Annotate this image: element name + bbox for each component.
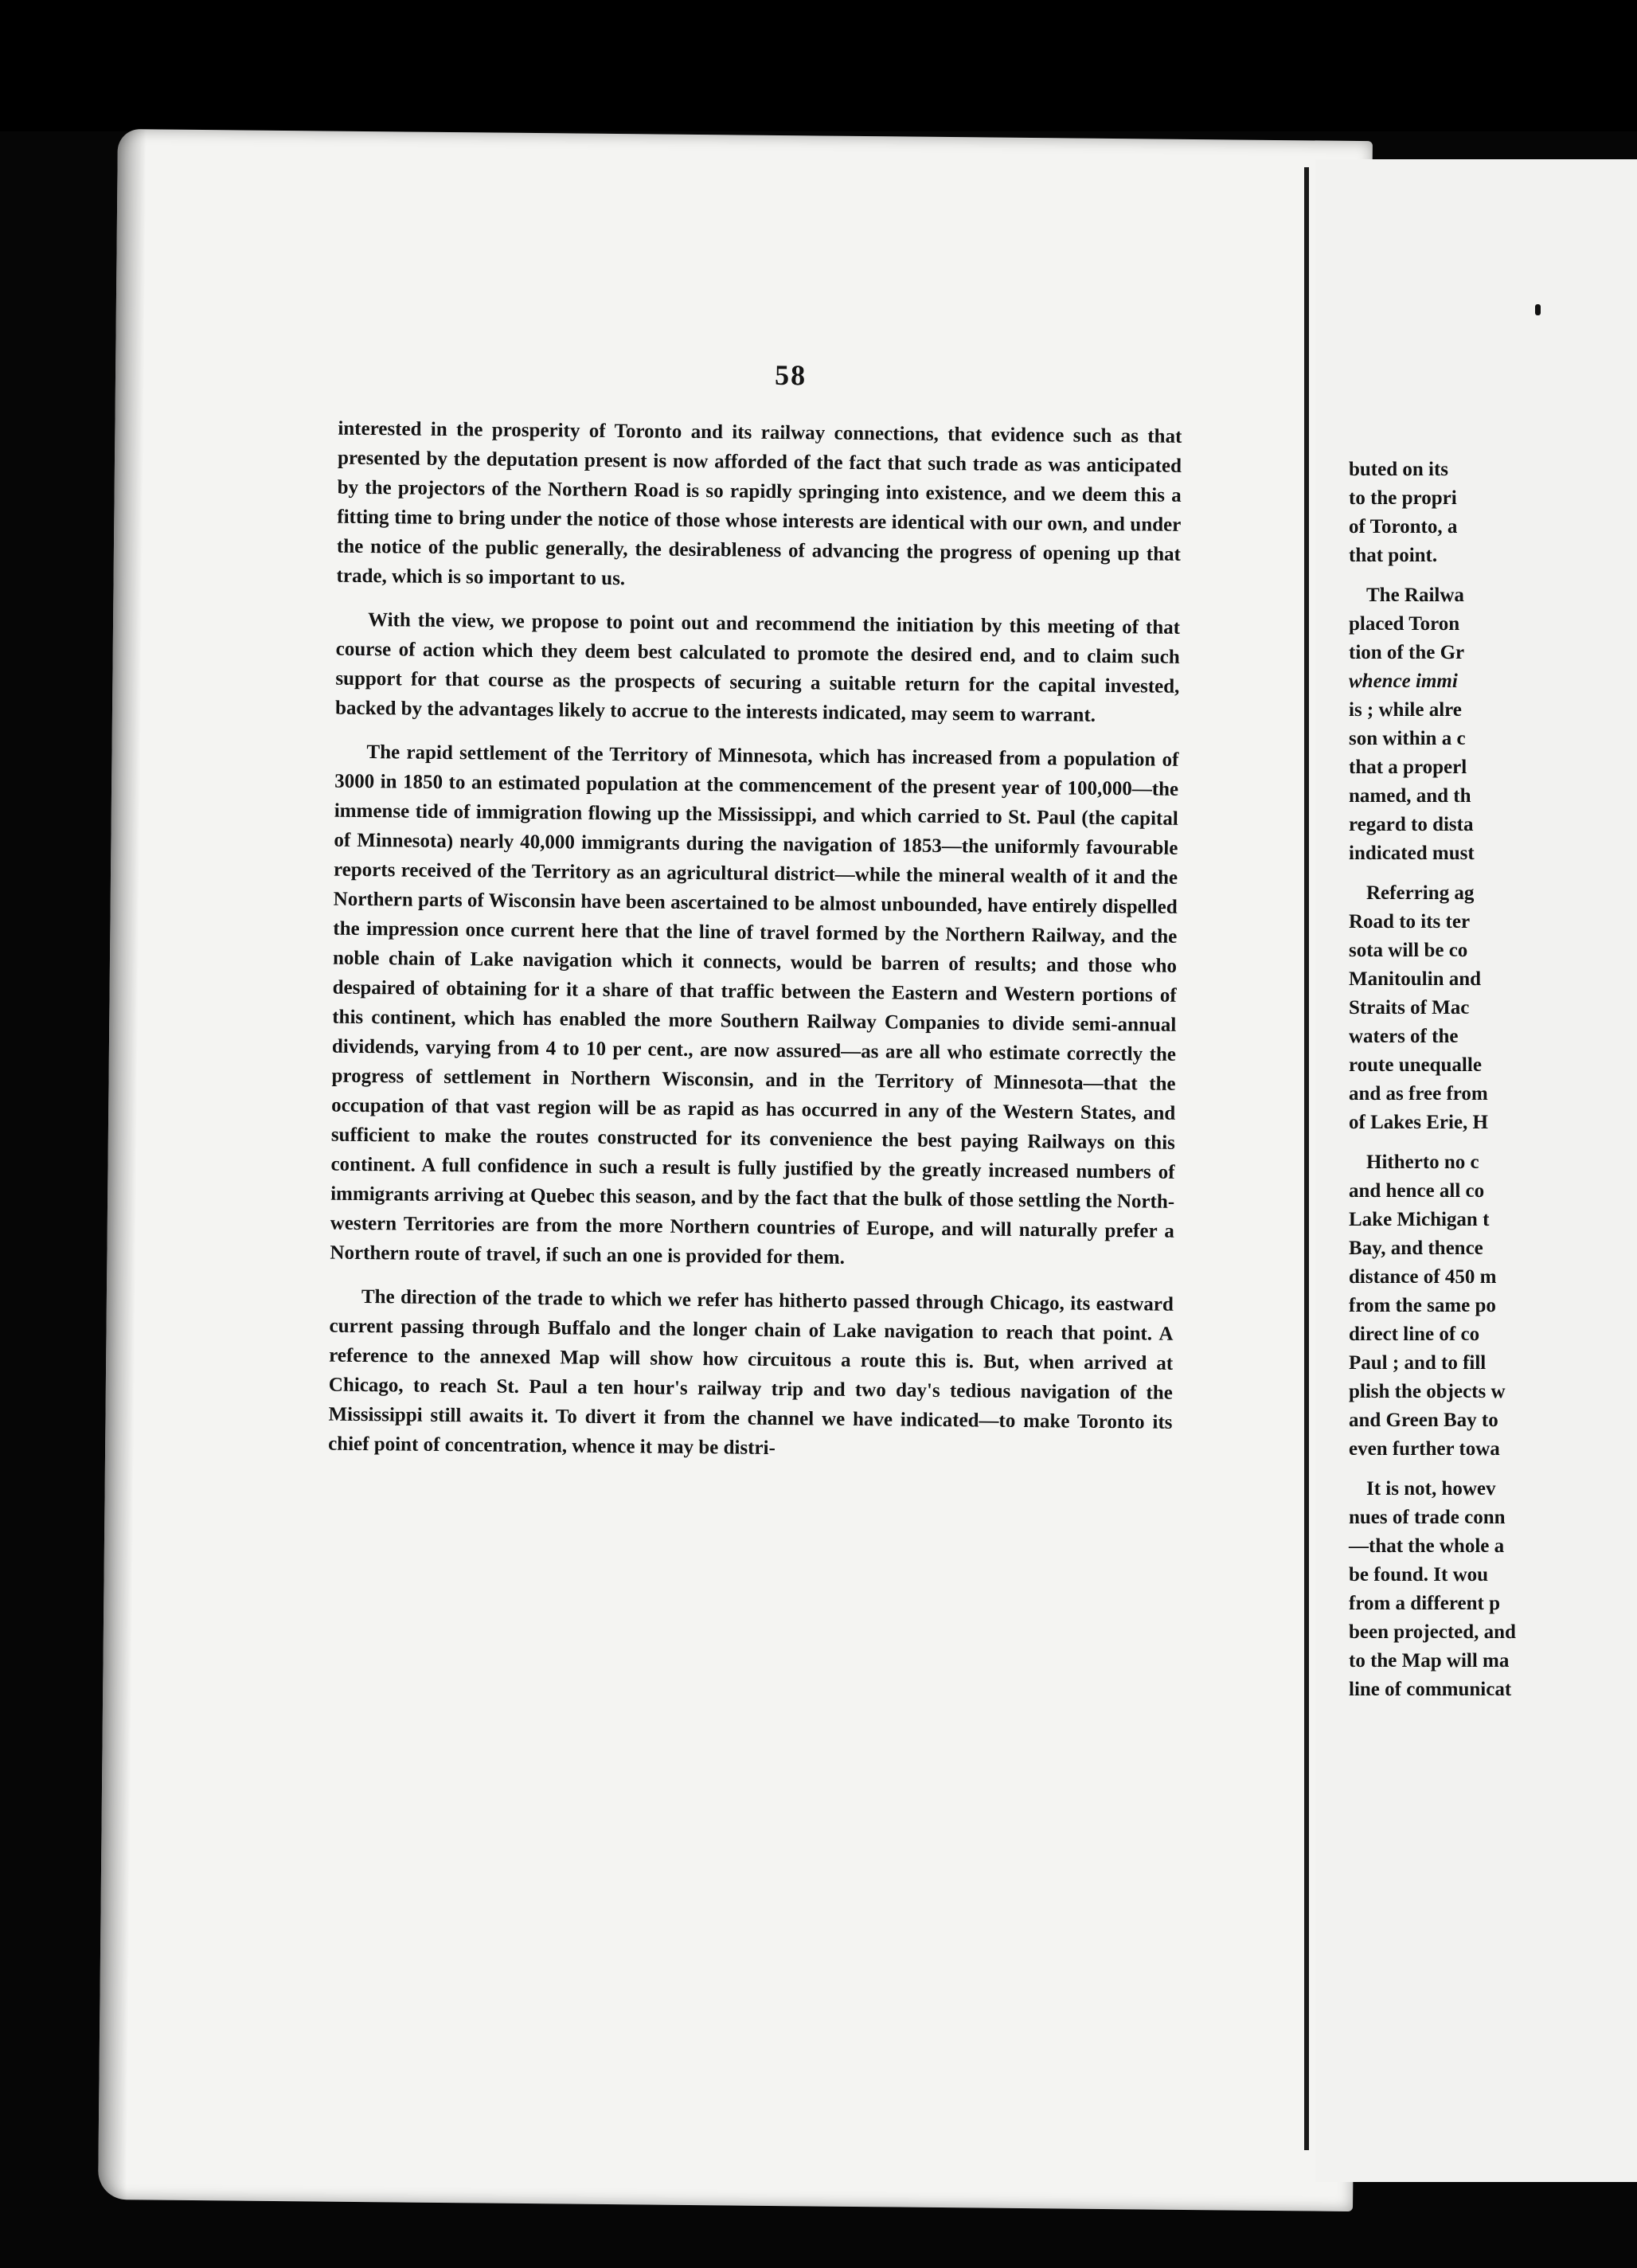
right-line: direct line of co — [1349, 1324, 1480, 1345]
right-line: It is not, howev — [1366, 1478, 1496, 1500]
right-line: route unequalle — [1349, 1054, 1482, 1076]
right-line: and as free from — [1349, 1083, 1488, 1105]
paragraph-4: The direction of the trade to which we refer has hitherto passed through Chicago, its eastward current passing through Buffalo and the longer chain of Lake navigation to reach that point. A reference to the annexed Map will show how circuitous a route this is. But, when arrived at Chicago, to reach St. Paul a ten hour's railway trip and two day's tedious navigation of the Mississippi still awaits it. To divert it from the channel we have indicated—to make Toronto its chief point of concentration, whence it may be distri- — [328, 1286, 1174, 1460]
right-line: to the Map will ma — [1349, 1650, 1510, 1672]
right-line: plish the objects w — [1349, 1381, 1506, 1402]
page-gutter — [1304, 167, 1309, 2150]
right-line: placed Toron — [1349, 613, 1460, 635]
right-page — [1315, 159, 1637, 2182]
right-line: Hitherto no c — [1366, 1152, 1479, 1173]
right-line: line of communicat — [1349, 1679, 1512, 1700]
right-line: that a properl — [1349, 757, 1467, 778]
right-line: Paul ; and to fill — [1349, 1352, 1487, 1374]
ink-speck — [1535, 304, 1541, 315]
right-line: distance of 450 m — [1349, 1266, 1497, 1288]
left-page-body — [328, 414, 1182, 1481]
right-line: named, and th — [1349, 785, 1471, 807]
right-line: regard to dista — [1349, 814, 1474, 835]
right-line: Straits of Mac — [1349, 997, 1470, 1019]
right-line: of Toronto, a — [1349, 516, 1458, 538]
right-line: Referring ag — [1366, 882, 1475, 904]
right-line: is ; while alre — [1349, 699, 1462, 721]
right-line: Manitoulin and — [1349, 968, 1482, 990]
right-line: nues of trade conn — [1349, 1507, 1506, 1528]
right-line: Bay, and thence — [1349, 1238, 1483, 1259]
right-line: son within a c — [1349, 728, 1466, 749]
right-line: that point. — [1349, 545, 1438, 566]
right-line: and Green Bay to — [1349, 1410, 1498, 1431]
right-line: even further towa — [1349, 1438, 1500, 1460]
right-line: be found. It wou — [1349, 1564, 1489, 1586]
right-line: from a different p — [1349, 1593, 1501, 1614]
right-line: tion of the Gr — [1349, 642, 1465, 663]
right-line: Lake Michigan t — [1349, 1209, 1490, 1230]
page-number: 58 — [774, 358, 807, 392]
right-line: been projected, and — [1349, 1621, 1516, 1643]
right-line: Road to its ter — [1349, 911, 1471, 933]
right-line: to the propri — [1349, 487, 1457, 509]
right-page-body — [1349, 456, 1637, 1704]
right-line: and hence all co — [1349, 1180, 1485, 1202]
right-line: of Lakes Erie, H — [1349, 1112, 1488, 1133]
paragraph-2: With the view, we propose to point out and recommend the initiation by this meeting of that course of action which they deem best calculated to promote the desired end, and to claim such support for that course as the prospects of securing a suitable return for the capital invested, backed by the advantages likely to accrue to the interests indicated, may seem to warrant. — [334, 609, 1181, 726]
right-line: indicated must — [1349, 843, 1475, 864]
paragraph-3: The rapid settlement of the Territory of Minnesota, which has increased from a population of 3000 in 1850 to an estimated population at the commencement of the present year of 100,000—the immense tide of immigration flowing up the Mississippi, and which carried to St. Paul (the capital of Minnesota) nearly 40,000 immigrants during the navigation of 1853—the uniformly favourable reports received of the Territory as an agricultural district—while the mineral wealth of it and the Northern parts of Wisconsin have been ascertained to be almost unbounded, have entirely dispelled the impression once current here that the line of travel formed by the Northern Railway, and the noble chain of Lake navigation which it connects, would be barren of results; and those who despaired of obtaining for it a share of that traffic between the Eastern and Western portions of this continent, which has enabled the more Southern Railway Companies to divide semi-annual dividends, varying from 4 to 10 per cent., are now assured—as are all who estimate correctly the progress of settlement in Northern Wisconsin, and in the Territory of Minnesota—that the occupation of that vast region will be as rapid as has occurred in any of the Western States, and sufficient to make the routes constructed for its convenience the best paying Railways on this continent. A full confidence in such a result is fully justified by the greatly increased numbers of immigrants arriving at Quebec this season, and by the fact that the bulk of those settling the North-western Territories are from the more Northern countries of Europe, and will naturally prefer a Northern route of travel, if such an one is provided for them. — [330, 741, 1179, 1269]
top-margin-shadow — [0, 0, 1637, 131]
paragraph-1: interested in the prosperity of Toronto and its railway connections, that evidence such as that presented by the deputation present is now afforded of the fact that such trade as was anticipated by the projectors of the Northern Road is so rapidly springing into existence, and we deem this a fitting time to bring under the notice of those whose interests are identical with our own, and under the notice of the public generally, the desirableness of advancing the progress of opening up that trade, which is so important to us. — [336, 417, 1182, 590]
right-line: sota will be co — [1349, 940, 1468, 961]
right-line: —that the whole a — [1349, 1535, 1505, 1557]
right-line: waters of the — [1349, 1026, 1459, 1047]
left-page — [98, 129, 1373, 2211]
right-line: from the same po — [1349, 1295, 1496, 1316]
right-line: whence immi — [1349, 671, 1458, 692]
right-line: The Railwa — [1366, 585, 1464, 606]
right-line: buted on its — [1349, 459, 1449, 480]
